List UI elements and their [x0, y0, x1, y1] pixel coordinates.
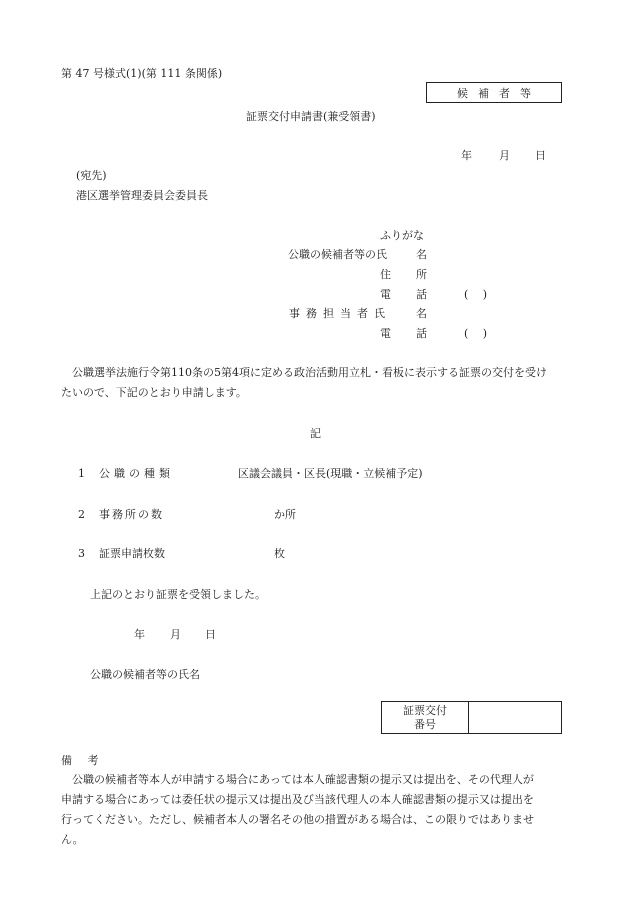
date-day: 日 [535, 149, 546, 162]
date-month: 月 [499, 149, 510, 162]
receipt-day: 日 [205, 628, 216, 641]
item-3-value: 枚 [274, 547, 285, 560]
issue-number-box [381, 701, 562, 734]
item-1-label: 公職の種類 [99, 467, 174, 480]
candidate-name-label-end: 名 [416, 248, 427, 261]
office-manager-label-end: 名 [416, 307, 427, 320]
issue-number-label-line-1: 証票交付 [403, 703, 447, 717]
office-phone-label-end: 話 [416, 327, 427, 340]
item-1-value: 区議会議員・区長(現職・立候補予定) [238, 467, 423, 480]
item-2-label: 事務所の数 [99, 508, 164, 521]
body-line-2: たいので、下記のとおり申請します。 [61, 386, 247, 399]
item-3-number: 3 [78, 547, 85, 560]
notes-line-3: 行ってください。ただし、候補者本人の署名その他の措置がある場合は、この限りではありませ [61, 813, 534, 826]
notes-line-1: 公職の候補者等本人が申請する場合にあっては本人確認書類の提示又は提出を、その代理人が [72, 773, 534, 786]
furigana-label: ふりがな [380, 229, 424, 242]
notes-line-2: 申請する場合にあっては委任状の提示又は提出及び当該代理人の本人確認書類の提示又は提出を [61, 793, 534, 806]
phone-label: 電 [380, 288, 391, 301]
ki-heading: 記 [310, 427, 321, 440]
category-box [426, 82, 562, 103]
receipt-month: 月 [170, 628, 181, 641]
receipt-name-label: 公職の候補者等の氏名 [90, 668, 200, 681]
form-number: 第 47 号様式(1)(第 111 条関係) [61, 67, 223, 80]
addressee-name: 港区選挙管理委員会委員長 [76, 189, 208, 202]
notes-heading: 備 考 [61, 754, 105, 767]
issue-number-value-cell[interactable] [469, 702, 562, 734]
phone-label-end: 話 [416, 288, 427, 301]
address-label: 住 [380, 268, 391, 281]
date-year: 年 [461, 149, 472, 162]
receipt-statement: 上記のとおり証票を受領しました。 [90, 588, 266, 601]
receipt-year: 年 [134, 628, 145, 641]
issue-number-label-line-2: 番号 [414, 717, 436, 731]
category-box-label: 候補者等 [457, 86, 541, 100]
item-2-value: か所 [274, 508, 296, 521]
item-3-label: 証票申請枚数 [99, 547, 165, 560]
notes-line-4: ん。 [61, 833, 84, 846]
office-manager-label: 事務担当者氏 [289, 307, 391, 320]
office-phone-parens: ( ) [464, 327, 488, 340]
address-label-end: 所 [416, 268, 427, 281]
addressee-prefix: (宛先) [76, 169, 107, 182]
phone-parens: ( ) [464, 288, 488, 301]
issue-number-label-cell [382, 702, 469, 734]
candidate-name-label: 公職の候補者等の氏 [288, 248, 387, 261]
office-phone-label: 電 [380, 327, 391, 340]
page-title: 証票交付申請書(兼受領書) [246, 110, 376, 123]
item-2-number: 2 [78, 508, 85, 521]
item-1-number: 1 [78, 467, 85, 480]
body-line-1: 公職選挙法施行令第110条の5第4項に定める政治活動用立札・看板に表示する証票の交付を受け [72, 366, 547, 379]
